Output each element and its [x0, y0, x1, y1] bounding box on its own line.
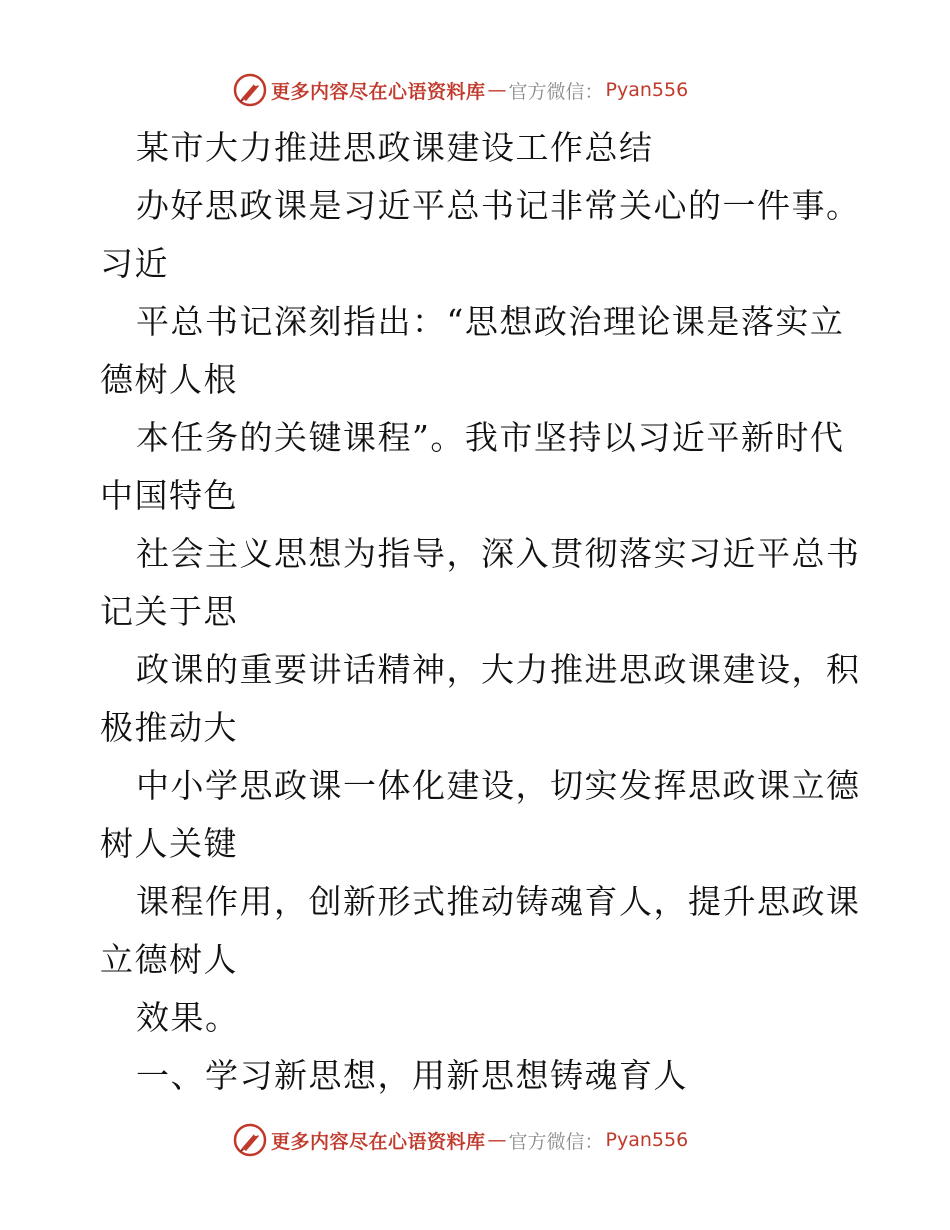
- document-title: 某市大力推进思政课建设工作总结: [136, 128, 654, 167]
- paragraph-line: 本任务的关键课程”。我市坚持以习近平新时代: [136, 418, 845, 457]
- watermark-account: Pyan556: [605, 1129, 689, 1151]
- watermark-label: 官方微信：: [508, 1130, 604, 1153]
- paragraph-line: 效果。: [136, 998, 240, 1037]
- paragraph-line: 树人关键: [100, 824, 238, 863]
- watermark-brand: 更多内容尽在心语资料库: [271, 1130, 486, 1153]
- watermark-account: Pyan556: [605, 79, 689, 101]
- section-heading: 一、学习新思想，用新思想铸魂育人: [136, 1056, 688, 1095]
- paragraph-line: 平总书记深刻指出：“思想政治理论课是落实立: [136, 302, 845, 341]
- watermark-header: [233, 72, 753, 108]
- paragraph-line: 社会主义思想为指导，深入贯彻落实习近平总书: [136, 534, 861, 573]
- paragraph-line: 政课的重要讲话精神，大力推进思政课建设，积: [136, 650, 861, 689]
- paragraph-line: 中国特色: [100, 476, 238, 515]
- pen-logo-icon: [233, 1123, 267, 1157]
- paragraph-line: 记关于思: [100, 592, 238, 631]
- watermark-dash: —: [487, 79, 507, 101]
- paragraph-line: 中小学思政课一体化建设，切实发挥思政课立德: [136, 766, 861, 805]
- paragraph-line: 立德树人: [100, 940, 238, 979]
- watermark-brand: 更多内容尽在心语资料库: [271, 80, 486, 103]
- pen-logo-icon: [233, 73, 267, 107]
- paragraph-line: 课程作用，创新形式推动铸魂育人，提升思政课: [136, 882, 861, 921]
- paragraph-line: 办好思政课是习近平总书记非常关心的一件事。: [136, 186, 861, 225]
- watermark-footer: [233, 1122, 753, 1158]
- watermark-label: 官方微信：: [508, 80, 604, 103]
- paragraph-line: 习近: [100, 244, 169, 283]
- paragraph-line: 极推动大: [100, 708, 238, 747]
- paragraph-line: 德树人根: [100, 360, 238, 399]
- watermark-dash: —: [487, 1129, 507, 1151]
